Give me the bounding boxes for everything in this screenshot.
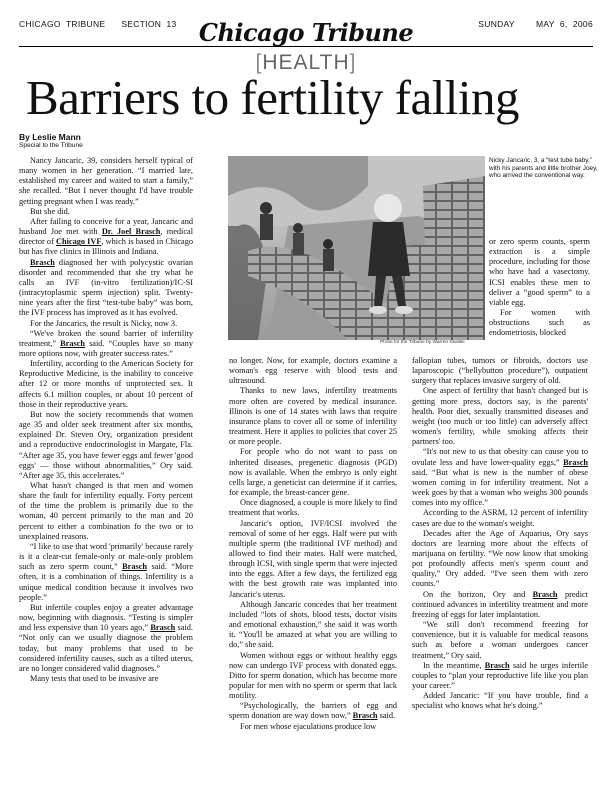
family-photo [228,156,485,340]
header-left: CHICAGO TRIBUNE SECTION 13 [19,19,177,29]
article-paragraph: Nancy Jancaric, 39, considers herself typical of many women in her generation. “I married late, established my career and waited to start a family,” she recalled. “But I never thought I'd have trouble getting pregnant when I was ready.” [19,156,193,206]
article-paragraph: Decades after the Age of Aquarius, Ory says doctors are learning more about the effects of marijuana on fertility. “We now know that smoking pot profoundly affects men's sperm count and quality,” Ory added. “I've seen them with zero counts.” [412,528,588,589]
article-paragraph: According to the ASRM, 12 percent of infertility cases are due to the woman's weight. [412,508,588,528]
article-paragraph: Jancaric's option, IVF/ICSI involved the removal of some of her eggs. Half were put with multiple sperm (the traditional IVF method) and allowed to find their mates. Half were matched, through ICSI, with single sperm that were injected into the eggs. After a few days, the fertilized egg with the best growth rate was implanted into Jancaric's uterus. [229,518,397,599]
article-column-1 [19,156,193,684]
article-paragraph: Many tests that used to be invasive are [30,673,159,683]
byline-credit: Special to the Tribune [19,142,83,149]
source-name: Brasch [30,257,55,267]
article-column-4 [489,237,590,339]
header-right: SUNDAY MAY 6, 2006 [478,19,593,29]
source-name: Brasch [150,623,176,633]
source-name: Brasch [122,562,148,572]
article-paragraph: Once diagnosed, a couple is more likely to find treatment that works. [229,498,397,518]
article-paragraph: But now the society recommends that women age 35 and older seek treatment after six months, explained Dr. Steven Ory, organization president and a reproductive endocrinologist in Margate, Fla. “After age 35, you have fewer eggs and fewer 'good eggs' — those without abnormalities,” Ory said. “After age 35, this accelerates.” [19,409,193,480]
masthead: Chicago Tribune [198,18,414,47]
source-name: Brasch [352,711,378,721]
article-paragraph: What hasn't changed is that men and women share the fault for infertility equally. Forty percent of the time the problem is primarily due to the woman, 40 percent primarily to the man and 20 percent to either a combination fo the two or to unexplained reasons. [19,481,193,541]
article-column-3 [412,356,588,711]
article-paragraph: “Psychologically, the barriers of egg and sperm donation are way down now,” Brasch said. [229,701,397,721]
source-name: Brasch [563,457,588,467]
source-name: Brasch [60,338,86,348]
article-paragraph: After failing to conceive for a year, Jancaric and husband Joe met with Dr. Joel Brasch, medical director of Chicago IVF, which is based in Chicago but has five clinics in Illinois and Indiana. [19,216,194,257]
article-paragraph: One aspect of fertility that hasn't changed but is getting more press, doctors say, is the parents' health. Poor diet, sexually transmitted diseases and weight (too much or too little) can adversely affect women's fertility, while smoking affects their partners' too. [412,386,588,447]
article-paragraph: Infertility, according to the American Society for Reproductive Medicine, is the inability to conceive after 12 or more months of unprotected sex. It affects 6.1 million couples, or about 10 percent of those in their reproductive years. [19,359,193,409]
article-paragraph: For men whose ejaculations produce low [240,721,377,731]
article-paragraph: But infertile couples enjoy a greater advantage now, beginning with diagnosis. “Testing is simpler and less expensive than 10 years ago,” Brasch said. “Not only can we usually diagnose the problem today, but many problems that used to be considered infertility causes, such as a tilted uterus, are no longer considered valid diagnoses.” [19,602,193,673]
byline-author: By Leslie Mann [19,132,81,142]
article-paragraph: For people who do not want to pass on inherited diseases, pregenetic diagnosis (PGD) now is available. When the embryo is only eight cells large, a geneticist can determine if it carries, for example, the breast-cancer gene. [229,447,397,498]
headline: Barriers to fertility falling [26,70,520,125]
section-label: [HEALTH] [255,51,357,74]
masthead-rule [19,46,593,47]
article-paragraph: “We've broken the sound barrier of infertility treatment,” Brasch said. “Couples have so many more options now, with greater success rates.” [19,328,193,358]
article-paragraph: Added Jancaric: “If you have trouble, find a specialist who knows what he's doing.” [412,691,588,711]
source-name: Brasch [484,660,510,670]
article-paragraph: But she did. [30,206,70,216]
source-name: Chicago IVF [55,237,102,247]
article-paragraph: For the Jancarics, the result is Nicky, now 3. [30,318,178,328]
article-paragraph: Brasch diagnosed her with polycystic ovarian disorder and recommended that she try what he calls an IVF (in-vitro fertilization)/IC-SI (intracytoplasmic sperm injection) split. Twenty-nine years after the first “test-tube baby” was born, the IVF process has improved as it has evolved. [19,257,193,318]
article-paragraph: “It's not new to us that obesity can cause you to ovulate less and have lower-quality eggs,” Brasch said. “But what is new is the number of obese women coming in for infertility treatment. Not a week goes by that a woman who weighs 300 pounds comes into my office.” [412,447,588,508]
photo-caption: Nicky Jancaric, 3, a “test tube baby,” with his parents and little brother Joey, who arrived the conventional way. [489,157,598,180]
article-paragraph: In the meantime, Brasch said he urges infertile couples to “plan your reproductive life like you plan your career.” [412,660,588,690]
photo-credit: Photo for the Tribune by Warren Skalski [380,340,465,345]
article-paragraph: or zero sperm counts, sperm extraction is a simple procedure, including for those who have had a vasectomy. ICSI enables these men to deliver a “good sperm” to a viable egg. [489,237,590,307]
article-column-2 [229,356,397,732]
article-paragraph: “We still don't recommend freezing for convenience, but it is valuable for medical reasons such as before a woman undergoes cancer treatment,” Ory said. [412,620,588,660]
source-name: Brasch [532,589,558,599]
article-paragraph: On the horizon, Ory and Brasch predict continued advances in infertility treatment and more freezing of eggs for later implantation. [412,589,588,619]
article-paragraph: Thanks to new laws, infertility treatments more often are covered by medical insurance. Illinois is one of 14 states with laws that require insurance plans to cover all or some of infertility treatment. Here it applies to policies that cover 25 or more people. [229,386,397,447]
article-paragraph: For women with obstructions such as endometriosis, blocked [489,308,590,338]
article-paragraph: Although Jancaric concedes that her treatment included “lots of shots, blood tests, doctor visits and emotional exhaustion,” she said it was worth it. “You'll be amazed at what you are willing to do,” she said. [229,599,397,650]
article-paragraph: “I like to use that word 'primarily' because rarely is it a clear-cut female-only or male-only problem such as zero sperm count,” Brasch said. “More often, it is a combination of things. Infertility is a unique medical condition because it involves two people.” [19,541,194,602]
article-paragraph: no longer. Now, for example, doctors examine a woman's egg reserve with blood tests and ultrasound. [229,356,397,386]
source-name: Dr. Joel Brasch [101,227,161,237]
article-paragraph: Women without eggs or without healthy eggs now can undergo IVF process with donated eggs. Ditto for sperm donation, which has become more popular for men with no sperm or sperm that lack motility. [229,650,397,701]
article-paragraph: fallopian tubes, tumors or fibroids, doctors use laparoscopic (“bellybutton procedure”), outpatient surgery that replaces invasive surgery of old. [412,356,588,386]
